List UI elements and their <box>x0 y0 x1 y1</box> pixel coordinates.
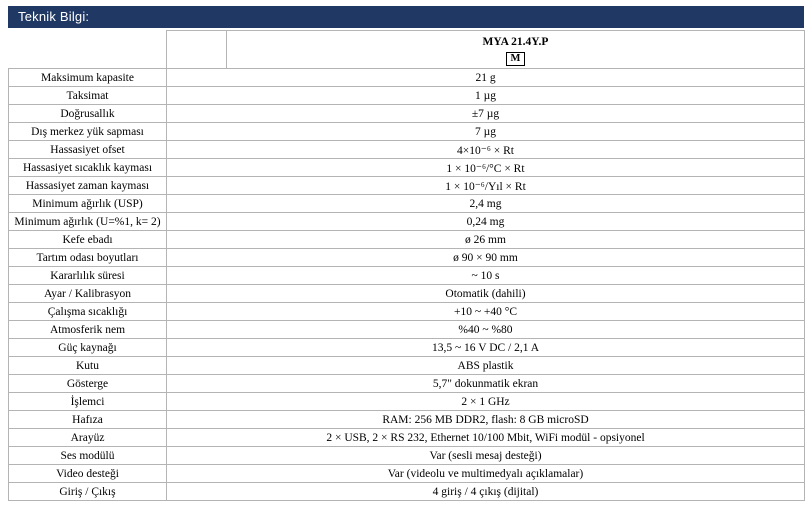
spec-label: Tartım odası boyutları <box>9 249 167 267</box>
spec-label: İşlemci <box>9 393 167 411</box>
table-row <box>9 285 805 303</box>
spec-label: Gösterge <box>9 375 167 393</box>
table-row <box>9 249 805 267</box>
table-row <box>9 447 805 465</box>
spec-value: Var (sesli mesaj desteği) <box>167 447 805 465</box>
spec-label: Arayüz <box>9 429 167 447</box>
spec-value: 2 × USB, 2 × RS 232, Ethernet 10/100 Mbit, WiFi modül - opsiyonel <box>167 429 805 447</box>
spec-table <box>8 30 805 501</box>
table-row <box>9 375 805 393</box>
spec-label: Ayar / Kalibrasyon <box>9 285 167 303</box>
spec-value: RAM: 256 MB DDR2, flash: 8 GB microSD <box>167 411 805 429</box>
table-row <box>9 213 805 231</box>
spec-label: Hassasiyet zaman kayması <box>9 177 167 195</box>
spec-label: Minimum ağırlık (USP) <box>9 195 167 213</box>
table-row <box>9 141 805 159</box>
spec-label: Video desteği <box>9 465 167 483</box>
table-row <box>9 303 805 321</box>
table-row <box>9 231 805 249</box>
table-row <box>9 393 805 411</box>
spec-label: Kefe ebadı <box>9 231 167 249</box>
header-label-cell <box>9 31 167 69</box>
spec-label: Güç kaynağı <box>9 339 167 357</box>
spec-label: Maksimum kapasite <box>9 69 167 87</box>
spec-value: ø 90 × 90 mm <box>167 249 805 267</box>
table-row <box>9 123 805 141</box>
spec-value: Otomatik (dahili) <box>167 285 805 303</box>
spec-value: ø 26 mm <box>167 231 805 249</box>
spec-value: 2,4 mg <box>167 195 805 213</box>
spec-value: Var (videolu ve multimedyalı açıklamalar) <box>167 465 805 483</box>
table-row <box>9 267 805 285</box>
table-row <box>9 339 805 357</box>
spec-value: 1 × 10⁻⁶/°C × Rt <box>167 159 805 177</box>
spec-label: Hassasiyet sıcaklık kayması <box>9 159 167 177</box>
spec-label: Ses modülü <box>9 447 167 465</box>
table-row <box>9 357 805 375</box>
spec-label: Doğrusallık <box>9 105 167 123</box>
spec-value: %40 ~ %80 <box>167 321 805 339</box>
header-spacer-cell <box>167 31 227 69</box>
table-row <box>9 195 805 213</box>
spec-value: 1 × 10⁻⁶/Yıl × Rt <box>167 177 805 195</box>
spec-label: Atmosferik nem <box>9 321 167 339</box>
spec-value: 13,5 ~ 16 V DC / 2,1 A <box>167 339 805 357</box>
spec-label: Hassasiyet ofset <box>9 141 167 159</box>
spec-table-wrapper <box>8 30 804 501</box>
table-row <box>9 465 805 483</box>
spec-value: ±7 µg <box>167 105 805 123</box>
spec-value: 1 µg <box>167 87 805 105</box>
spec-label: Hafıza <box>9 411 167 429</box>
page-title: Teknik Bilgi: <box>8 6 804 28</box>
spec-table-body <box>9 31 805 501</box>
table-row <box>9 483 805 501</box>
spec-value: ABS plastik <box>167 357 805 375</box>
spec-label: Taksimat <box>9 87 167 105</box>
spec-value: 2 × 1 GHz <box>167 393 805 411</box>
spec-label: Giriş / Çıkış <box>9 483 167 501</box>
spec-value: 7 µg <box>167 123 805 141</box>
spec-value: ~ 10 s <box>167 267 805 285</box>
table-row <box>9 321 805 339</box>
table-row <box>9 411 805 429</box>
spec-label: Çalışma sıcaklığı <box>9 303 167 321</box>
header-model-cell <box>227 31 805 69</box>
spec-label: Dış merkez yük sapması <box>9 123 167 141</box>
spec-value: 4×10⁻⁶ × Rt <box>167 141 805 159</box>
table-row <box>9 87 805 105</box>
table-header-row <box>9 31 805 69</box>
spec-value: 5,7" dokunmatik ekran <box>167 375 805 393</box>
table-row <box>9 159 805 177</box>
spec-label: Kararlılık süresi <box>9 267 167 285</box>
spec-value: 4 giriş / 4 çıkış (dijital) <box>167 483 805 501</box>
table-row <box>9 69 805 87</box>
spec-label: Minimum ağırlık (U=%1, k= 2) <box>9 213 167 231</box>
spec-label: Kutu <box>9 357 167 375</box>
m-badge: M <box>506 52 526 66</box>
spec-value: +10 ~ +40 °C <box>167 303 805 321</box>
spec-value: 0,24 mg <box>167 213 805 231</box>
table-row <box>9 105 805 123</box>
spec-value: 21 g <box>167 69 805 87</box>
table-row <box>9 177 805 195</box>
model-name: MYA 21.4Y.P <box>482 35 549 48</box>
table-row <box>9 429 805 447</box>
